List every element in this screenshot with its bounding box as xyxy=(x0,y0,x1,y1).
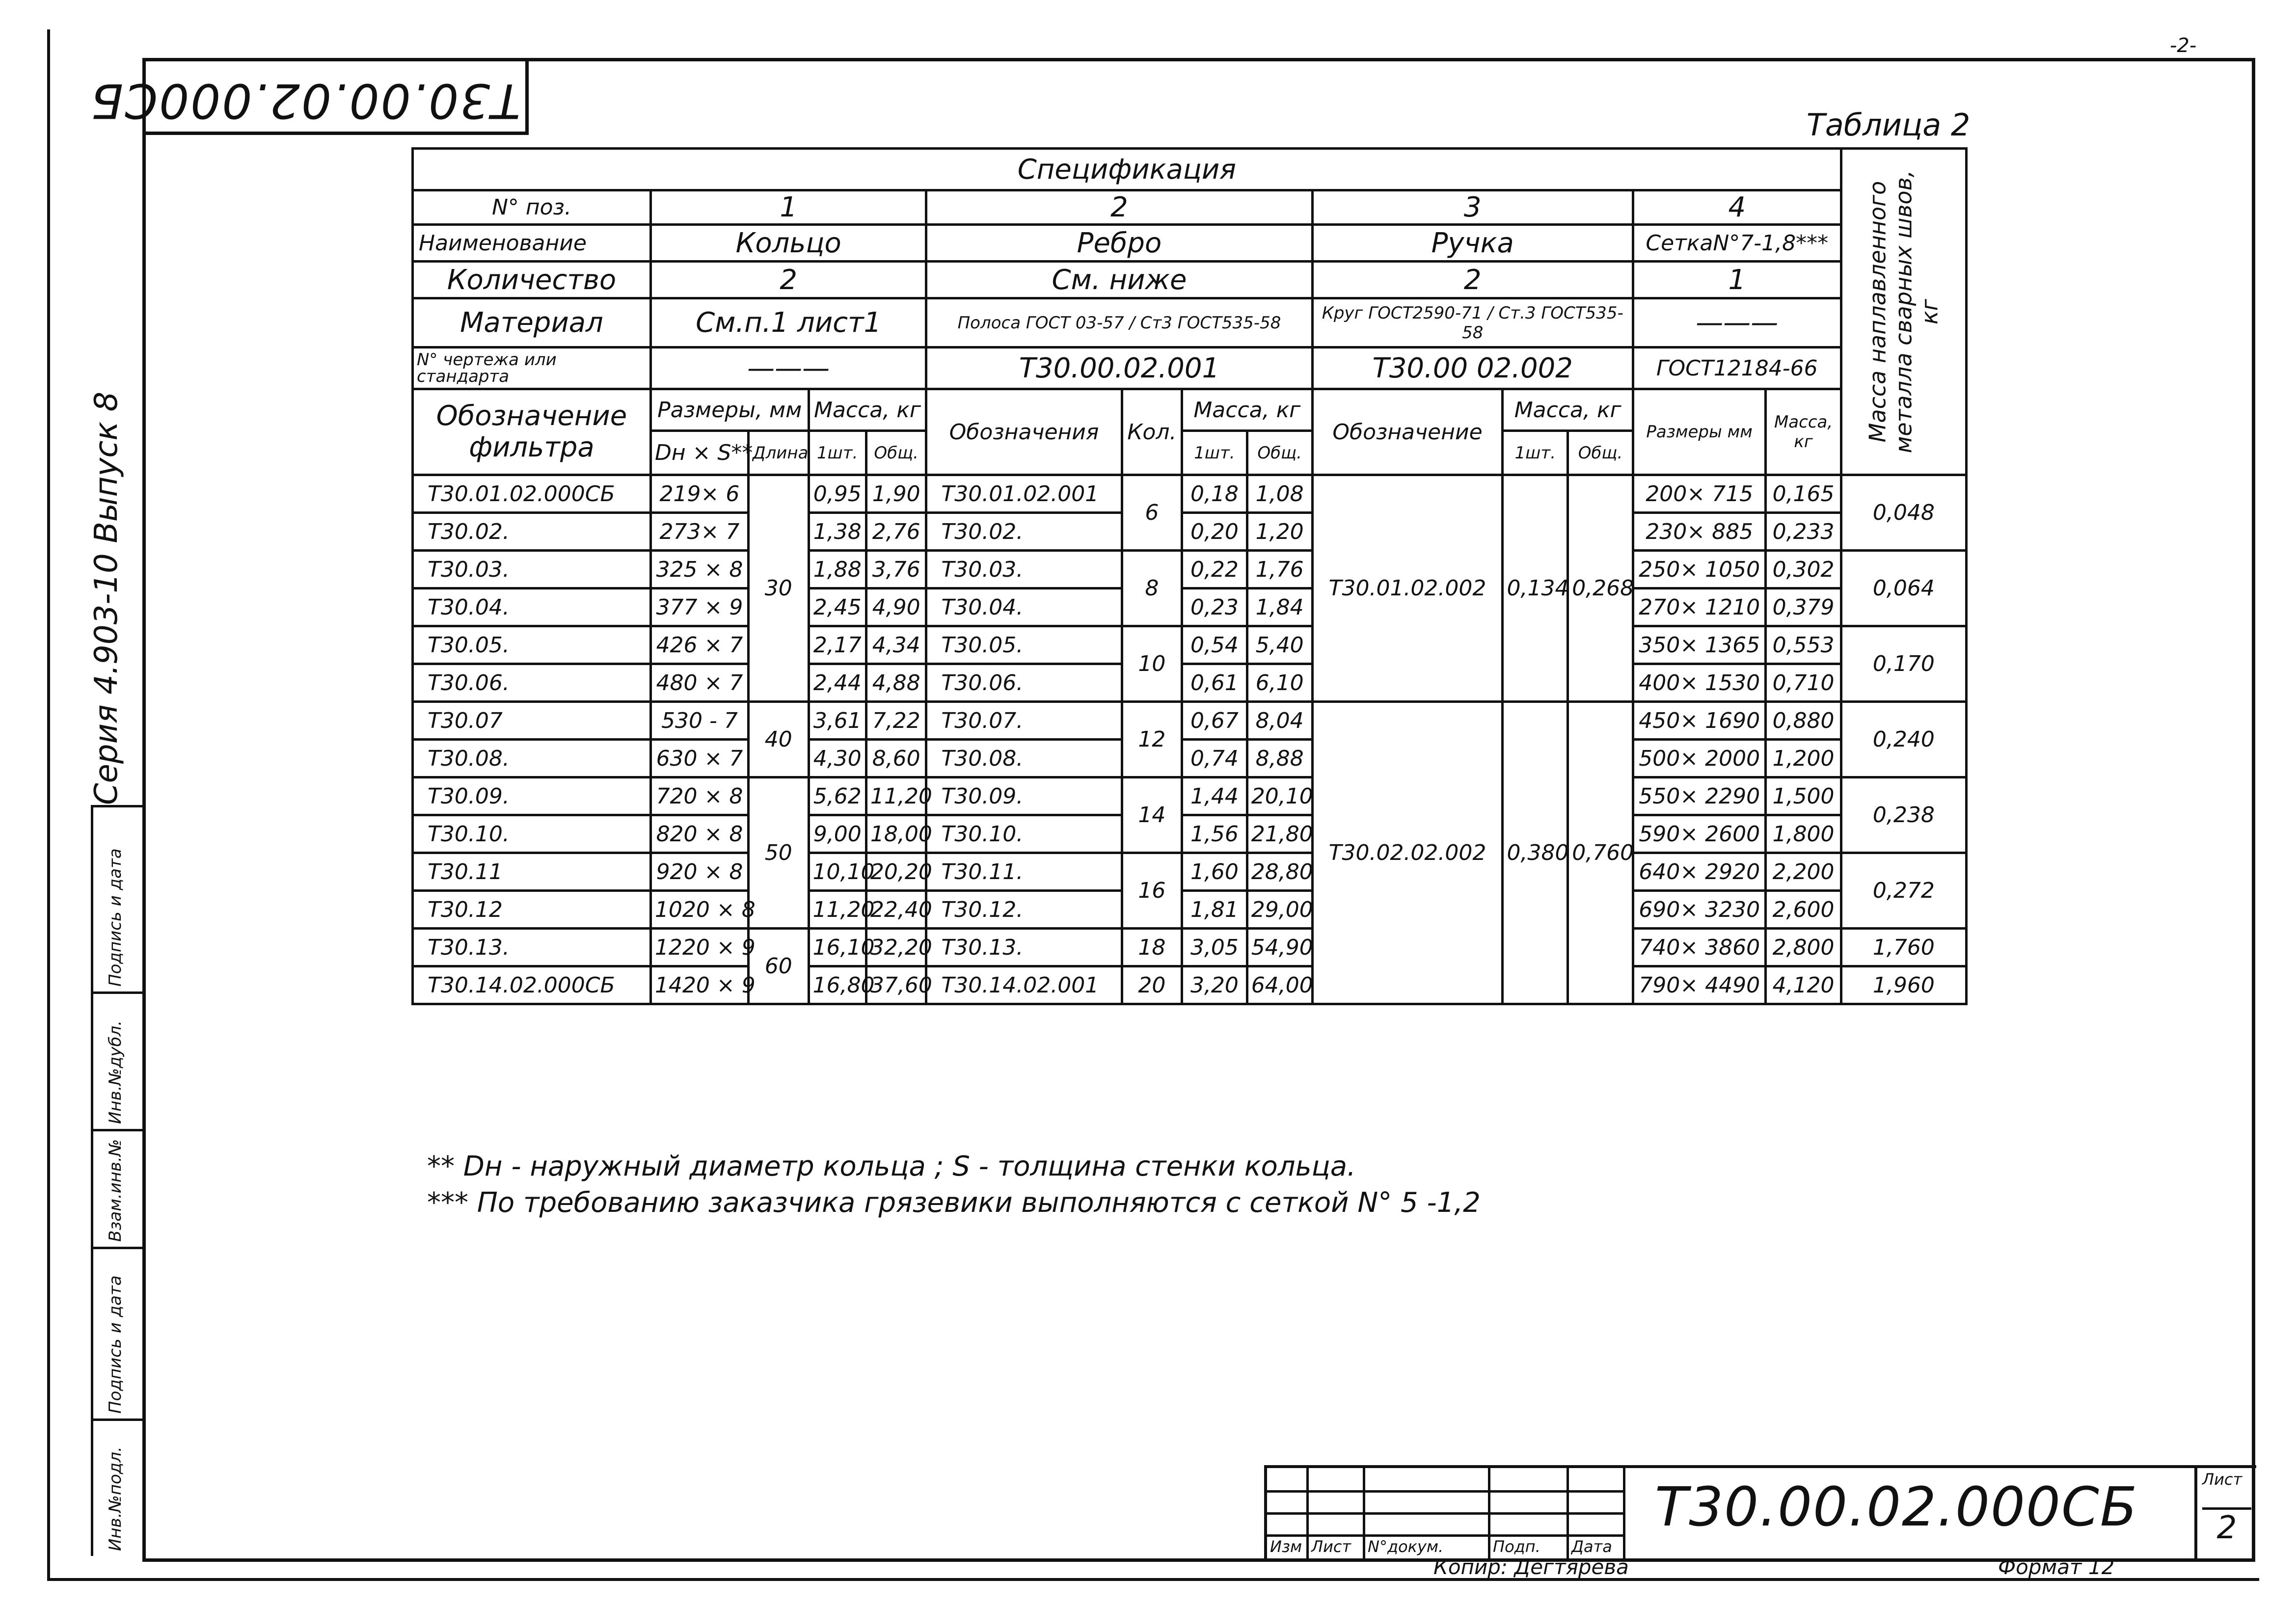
mass1-pcs-label: 1шт. xyxy=(809,431,866,475)
rib-mass-total: 5,40 xyxy=(1247,626,1312,664)
mass2-total-label: Общ. xyxy=(1247,431,1312,475)
rib-mass-pcs: 0,54 xyxy=(1182,626,1247,664)
weld-mass: 0,170 xyxy=(1841,626,1966,702)
handle-code: Т30.02.02.002 xyxy=(1312,702,1503,1004)
table-label: Таблица 2 xyxy=(1807,107,1971,143)
ring-mass-total: 8,60 xyxy=(866,740,926,777)
rib-code: Т30.10. xyxy=(926,815,1122,853)
rib-mass-total: 28,80 xyxy=(1247,853,1312,891)
rib-qty: 20 xyxy=(1122,966,1182,1004)
ring-mass-total: 32,20 xyxy=(866,929,926,966)
designation3-label: Обозначение xyxy=(1312,389,1503,475)
ring-mass-pcs: 2,44 xyxy=(809,664,866,702)
mesh-mass: 2,800 xyxy=(1766,929,1841,966)
rib-mass-pcs: 0,22 xyxy=(1182,551,1247,589)
table-row xyxy=(413,853,1967,891)
weld-mass: 0,272 xyxy=(1841,853,1966,929)
mesh-mass: 1,500 xyxy=(1766,777,1841,815)
table-row xyxy=(413,589,1967,626)
rib-mass-total: 6,10 xyxy=(1247,664,1312,702)
tb-podp: Подп. xyxy=(1493,1537,1540,1556)
tb-sheet-number: 2 xyxy=(2202,1507,2251,1546)
tb-sheet-box xyxy=(2194,1468,2256,1559)
rib-mass-pcs: 0,74 xyxy=(1182,740,1247,777)
rib-mass-total: 1,08 xyxy=(1247,475,1312,513)
rib-code: Т30.05. xyxy=(926,626,1122,664)
filter-code: Т30.12 xyxy=(413,891,651,929)
rib-mass-pcs: 3,20 xyxy=(1182,966,1247,1004)
ring-mass-pcs: 0,95 xyxy=(809,475,866,513)
filter-code: Т30.13. xyxy=(413,929,651,966)
table-row xyxy=(413,475,1967,513)
mesh-size: 230× 885 xyxy=(1633,513,1766,551)
rib-code: Т30.04. xyxy=(926,589,1122,626)
mesh-size: 740× 3860 xyxy=(1633,929,1766,966)
mesh-size: 790× 4490 xyxy=(1633,966,1766,1004)
mesh-size: 690× 3230 xyxy=(1633,891,1766,929)
name-label: Наименование xyxy=(413,225,651,262)
ring-mass-total: 37,60 xyxy=(866,966,926,1004)
side-cell xyxy=(93,1129,145,1131)
rib-code: Т30.02. xyxy=(926,513,1122,551)
table-row xyxy=(413,740,1967,777)
ring-mass-pcs: 16,80 xyxy=(809,966,866,1004)
mesh-mass: 1,200 xyxy=(1766,740,1841,777)
ring-dn-s: 920 × 8 xyxy=(650,853,748,891)
side-label-orig-no: Инв.№подл. xyxy=(106,1446,125,1551)
tb-line xyxy=(1267,1512,1625,1515)
weld-mass: 0,238 xyxy=(1841,777,1966,853)
mesh-mass: 0,302 xyxy=(1766,551,1841,589)
mesh-mass: 2,600 xyxy=(1766,891,1841,929)
filter-code: Т30.11 xyxy=(413,853,651,891)
rib-qty: 6 xyxy=(1122,475,1182,551)
rib-code: Т30.03. xyxy=(926,551,1122,589)
tb-line xyxy=(1488,1468,1490,1559)
ring-dn-s: 720 × 8 xyxy=(650,777,748,815)
ring-length: 30 xyxy=(749,475,809,702)
weld-mass: 0,240 xyxy=(1841,702,1966,777)
table-row xyxy=(413,815,1967,853)
rib-mass-total: 21,80 xyxy=(1247,815,1312,853)
ring-mass-total: 20,20 xyxy=(866,853,926,891)
rib-mass-total: 1,76 xyxy=(1247,551,1312,589)
mesh-mass: 0,233 xyxy=(1766,513,1841,551)
drawing-1: ——— xyxy=(650,348,926,389)
drawing-label: N° чертежа или стандарта xyxy=(413,348,651,389)
ring-mass-total: 4,88 xyxy=(866,664,926,702)
rib-mass-pcs: 0,61 xyxy=(1182,664,1247,702)
ring-mass-pcs: 16,10 xyxy=(809,929,866,966)
filter-code: Т30.04. xyxy=(413,589,651,626)
material-1: См.п.1 лист1 xyxy=(650,298,926,348)
ring-dn-s: 530 - 7 xyxy=(650,702,748,740)
rib-qty: 16 xyxy=(1122,853,1182,929)
sizes4-label: Размеры мм xyxy=(1633,389,1766,475)
spec-title: Спецификация xyxy=(413,149,1841,190)
rib-qty: 14 xyxy=(1122,777,1182,853)
tb-izm: Изм xyxy=(1270,1537,1302,1556)
rib-code: Т30.14.02.001 xyxy=(926,966,1122,1004)
ring-dn-s: 325 × 8 xyxy=(650,551,748,589)
tb-line xyxy=(1363,1468,1365,1559)
drawing-3: Т30.00 02.002 xyxy=(1312,348,1633,389)
ring-mass-pcs: 2,45 xyxy=(809,589,866,626)
material-label: Материал xyxy=(413,298,651,348)
ring-dn-s: 426 × 7 xyxy=(650,626,748,664)
ring-mass-total: 3,76 xyxy=(866,551,926,589)
rib-mass-pcs: 1,56 xyxy=(1182,815,1247,853)
rib-mass-total: 1,20 xyxy=(1247,513,1312,551)
ring-mass-pcs: 2,17 xyxy=(809,626,866,664)
tb-line xyxy=(1267,1490,1625,1493)
rib-mass-pcs: 0,67 xyxy=(1182,702,1247,740)
mass4-label: Масса, кг xyxy=(1766,389,1841,475)
mesh-size: 640× 2920 xyxy=(1633,853,1766,891)
filter-code: Т30.01.02.000СБ xyxy=(413,475,651,513)
side-cell xyxy=(93,805,145,807)
handle-mass-pcs: 0,380 xyxy=(1503,702,1568,1004)
ring-dn-s: 273× 7 xyxy=(650,513,748,551)
side-label-dup-no: Инв.№дубл. xyxy=(106,1020,125,1124)
tb-line xyxy=(1567,1468,1569,1559)
material-4: ——— xyxy=(1633,298,1841,348)
filter-code: Т30.09. xyxy=(413,777,651,815)
rib-mass-total: 54,90 xyxy=(1247,929,1312,966)
title-block-grid xyxy=(1267,1468,1625,1559)
drawing-4: ГОСТ12184-66 xyxy=(1633,348,1841,389)
length-label: Длина xyxy=(749,431,809,475)
side-cell xyxy=(93,1419,145,1421)
title-block xyxy=(1264,1465,2256,1559)
handle-code: Т30.01.02.002 xyxy=(1312,475,1503,702)
ring-mass-total: 18,00 xyxy=(866,815,926,853)
filter-code: Т30.10. xyxy=(413,815,651,853)
rib-mass-total: 8,04 xyxy=(1247,702,1312,740)
side-label-sign-date: Подпись и дата xyxy=(106,848,125,987)
tb-sheet-label: Лист xyxy=(2202,1470,2242,1489)
rib-code: Т30.12. xyxy=(926,891,1122,929)
rib-mass-total: 29,00 xyxy=(1247,891,1312,929)
tb-data: Дата xyxy=(1571,1537,1612,1556)
dn-s-label: Dн × S** xyxy=(650,431,748,475)
rib-qty: 12 xyxy=(1122,702,1182,777)
mesh-size: 350× 1365 xyxy=(1633,626,1766,664)
table-row xyxy=(413,664,1967,702)
mass1-total-label: Общ. xyxy=(866,431,926,475)
table-row xyxy=(413,966,1967,1004)
filter-code: Т30.02. xyxy=(413,513,651,551)
rib-mass-total: 20,10 xyxy=(1247,777,1312,815)
mesh-size: 450× 1690 xyxy=(1633,702,1766,740)
ring-dn-s: 480 × 7 xyxy=(650,664,748,702)
filter-code: Т30.08. xyxy=(413,740,651,777)
rib-mass-pcs: 3,05 xyxy=(1182,929,1247,966)
note-2: *** По требованию заказчика грязевики выполняются с сеткой N° 5 -1,2 xyxy=(427,1187,1481,1219)
mass3-total-label: Общ. xyxy=(1568,431,1633,475)
name-3: Ручка xyxy=(1312,225,1633,262)
table-row xyxy=(413,929,1967,966)
tb-line xyxy=(1267,1534,1625,1537)
pos-3: 3 xyxy=(1312,190,1633,225)
series-label: Серия 4.903-10 Выпуск 8 xyxy=(88,391,125,805)
weld-mass: 0,048 xyxy=(1841,475,1966,551)
ring-mass-total: 7,22 xyxy=(866,702,926,740)
mesh-size: 500× 2000 xyxy=(1633,740,1766,777)
ring-mass-pcs: 3,61 xyxy=(809,702,866,740)
material-3: Круг ГОСТ2590-71 / Ст.3 ГОСТ535-58 xyxy=(1312,298,1633,348)
mesh-mass: 4,120 xyxy=(1766,966,1841,1004)
mass2-pcs-label: 1шт. xyxy=(1182,431,1247,475)
mesh-mass: 0,379 xyxy=(1766,589,1841,626)
ring-dn-s: 1220 × 9 xyxy=(650,929,748,966)
tb-doc-code: Т30.00.02.000СБ xyxy=(1655,1475,2138,1538)
ring-dn-s: 1420 × 9 xyxy=(650,966,748,1004)
mesh-mass: 2,200 xyxy=(1766,853,1841,891)
mesh-size: 550× 2290 xyxy=(1633,777,1766,815)
rib-mass-total: 64,00 xyxy=(1247,966,1312,1004)
filter-label: Обозначение фильтра xyxy=(413,389,651,475)
weld-mass: 0,064 xyxy=(1841,551,1966,626)
rib-code: Т30.13. xyxy=(926,929,1122,966)
rib-code: Т30.09. xyxy=(926,777,1122,815)
notes xyxy=(427,1149,1481,1221)
side-cell xyxy=(93,991,145,994)
rib-code: Т30.11. xyxy=(926,853,1122,891)
ring-dn-s: 219× 6 xyxy=(650,475,748,513)
tb-list: Лист xyxy=(1311,1537,1351,1556)
tb-line xyxy=(1623,1468,1625,1559)
rib-code: Т30.07. xyxy=(926,702,1122,740)
handle-mass-total: 0,268 xyxy=(1568,475,1633,702)
ring-dn-s: 1020 × 8 xyxy=(650,891,748,929)
tb-ndoc: N°докум. xyxy=(1368,1537,1444,1556)
mass1-label: Масса, кг xyxy=(809,389,926,431)
rib-mass-pcs: 1,60 xyxy=(1182,853,1247,891)
qty-2: См. ниже xyxy=(926,262,1312,298)
mesh-size: 250× 1050 xyxy=(1633,551,1766,589)
sheet-mark: -2- xyxy=(2170,34,2197,57)
ring-mass-pcs: 11,20 xyxy=(809,891,866,929)
handle-mass-pcs: 0,134 xyxy=(1503,475,1568,702)
rib-qty: 18 xyxy=(1122,929,1182,966)
designation-label: Обозначения xyxy=(926,389,1122,475)
ring-dn-s: 630 × 7 xyxy=(650,740,748,777)
ring-mass-pcs: 5,62 xyxy=(809,777,866,815)
table-row xyxy=(413,513,1967,551)
mass2-label: Масса, кг xyxy=(1182,389,1312,431)
qty-short-label: Кол. xyxy=(1122,389,1182,475)
name-1: Кольцо xyxy=(650,225,926,262)
pos-4: 4 xyxy=(1633,190,1841,225)
mesh-mass: 0,553 xyxy=(1766,626,1841,664)
rib-mass-pcs: 0,23 xyxy=(1182,589,1247,626)
pos-2: 2 xyxy=(926,190,1312,225)
ring-mass-total: 2,76 xyxy=(866,513,926,551)
ring-mass-pcs: 4,30 xyxy=(809,740,866,777)
mesh-mass: 0,165 xyxy=(1766,475,1841,513)
rib-code: Т30.06. xyxy=(926,664,1122,702)
mesh-size: 270× 1210 xyxy=(1633,589,1766,626)
filter-code: Т30.07 xyxy=(413,702,651,740)
qty-1: 2 xyxy=(650,262,926,298)
note-1: ** Dн - наружный диаметр кольца ; S - толщина стенки кольца. xyxy=(427,1151,1356,1182)
format-note: Формат 12 xyxy=(1998,1555,2115,1579)
tb-line xyxy=(1306,1468,1309,1559)
filter-code: Т30.14.02.000СБ xyxy=(413,966,651,1004)
ring-mass-pcs: 10,10 xyxy=(809,853,866,891)
rib-code: Т30.08. xyxy=(926,740,1122,777)
spec-table xyxy=(411,147,1968,1005)
qty-3: 2 xyxy=(1312,262,1633,298)
side-label-sign-date-2: Подпись и дата xyxy=(106,1275,125,1414)
ring-mass-total: 11,20 xyxy=(866,777,926,815)
rib-code: Т30.01.02.001 xyxy=(926,475,1122,513)
mesh-mass: 0,710 xyxy=(1766,664,1841,702)
ring-mass-total: 22,40 xyxy=(866,891,926,929)
rib-mass-total: 1,84 xyxy=(1247,589,1312,626)
rib-qty: 8 xyxy=(1122,551,1182,626)
ring-mass-pcs: 9,00 xyxy=(809,815,866,853)
weld-mass: 1,760 xyxy=(1841,929,1966,966)
material-2: Полоса ГОСТ 03-57 / Ст3 ГОСТ535-58 xyxy=(926,298,1312,348)
mesh-size: 400× 1530 xyxy=(1633,664,1766,702)
ring-length: 40 xyxy=(749,702,809,777)
ring-dn-s: 820 × 8 xyxy=(650,815,748,853)
ring-length: 50 xyxy=(749,777,809,929)
rib-qty: 10 xyxy=(1122,626,1182,702)
sizes-label: Размеры, мм xyxy=(650,389,809,431)
filter-code: Т30.06. xyxy=(413,664,651,702)
rib-mass-pcs: 0,20 xyxy=(1182,513,1247,551)
mesh-mass: 1,800 xyxy=(1766,815,1841,853)
name-2: Ребро xyxy=(926,225,1312,262)
rib-mass-total: 8,88 xyxy=(1247,740,1312,777)
name-4: СеткаN°7-1,8*** xyxy=(1633,225,1841,262)
drawing-2: Т30.00.02.001 xyxy=(926,348,1312,389)
doc-code-rotated: Т30.00.02.000СБ xyxy=(89,73,520,128)
ring-mass-total: 4,34 xyxy=(866,626,926,664)
mass3-label: Масса, кг xyxy=(1503,389,1633,431)
rib-mass-pcs: 1,44 xyxy=(1182,777,1247,815)
ring-dn-s: 377 × 9 xyxy=(650,589,748,626)
side-stamp xyxy=(91,805,145,1556)
rib-mass-pcs: 0,18 xyxy=(1182,475,1247,513)
table-row xyxy=(413,626,1967,664)
handle-mass-total: 0,760 xyxy=(1568,702,1633,1004)
ring-mass-pcs: 1,88 xyxy=(809,551,866,589)
pos-1: 1 xyxy=(650,190,926,225)
ring-length: 60 xyxy=(749,929,809,1004)
weld-header: Масса наплавленного металла сварных швов, кг xyxy=(1841,149,1966,475)
filter-code: Т30.05. xyxy=(413,626,651,664)
qty-label: Количество xyxy=(413,262,651,298)
table-row xyxy=(413,891,1967,929)
mass3-pcs-label: 1шт. xyxy=(1503,431,1568,475)
side-cell xyxy=(93,1247,145,1249)
copier-note: Копир: Дегтярева xyxy=(1433,1555,1629,1579)
rib-mass-pcs: 1,81 xyxy=(1182,891,1247,929)
mesh-size: 590× 2600 xyxy=(1633,815,1766,853)
table-row xyxy=(413,777,1967,815)
table-row xyxy=(413,702,1967,740)
qty-4: 1 xyxy=(1633,262,1841,298)
weld-mass: 1,960 xyxy=(1841,966,1966,1004)
ring-mass-pcs: 1,38 xyxy=(809,513,866,551)
side-label-replace-no: Взам.инв.№ xyxy=(106,1139,125,1242)
ring-mass-total: 4,90 xyxy=(866,589,926,626)
mesh-mass: 0,880 xyxy=(1766,702,1841,740)
ring-mass-total: 1,90 xyxy=(866,475,926,513)
mesh-size: 200× 715 xyxy=(1633,475,1766,513)
filter-code: Т30.03. xyxy=(413,551,651,589)
table-row xyxy=(413,551,1967,589)
pos-label: N° поз. xyxy=(413,190,651,225)
